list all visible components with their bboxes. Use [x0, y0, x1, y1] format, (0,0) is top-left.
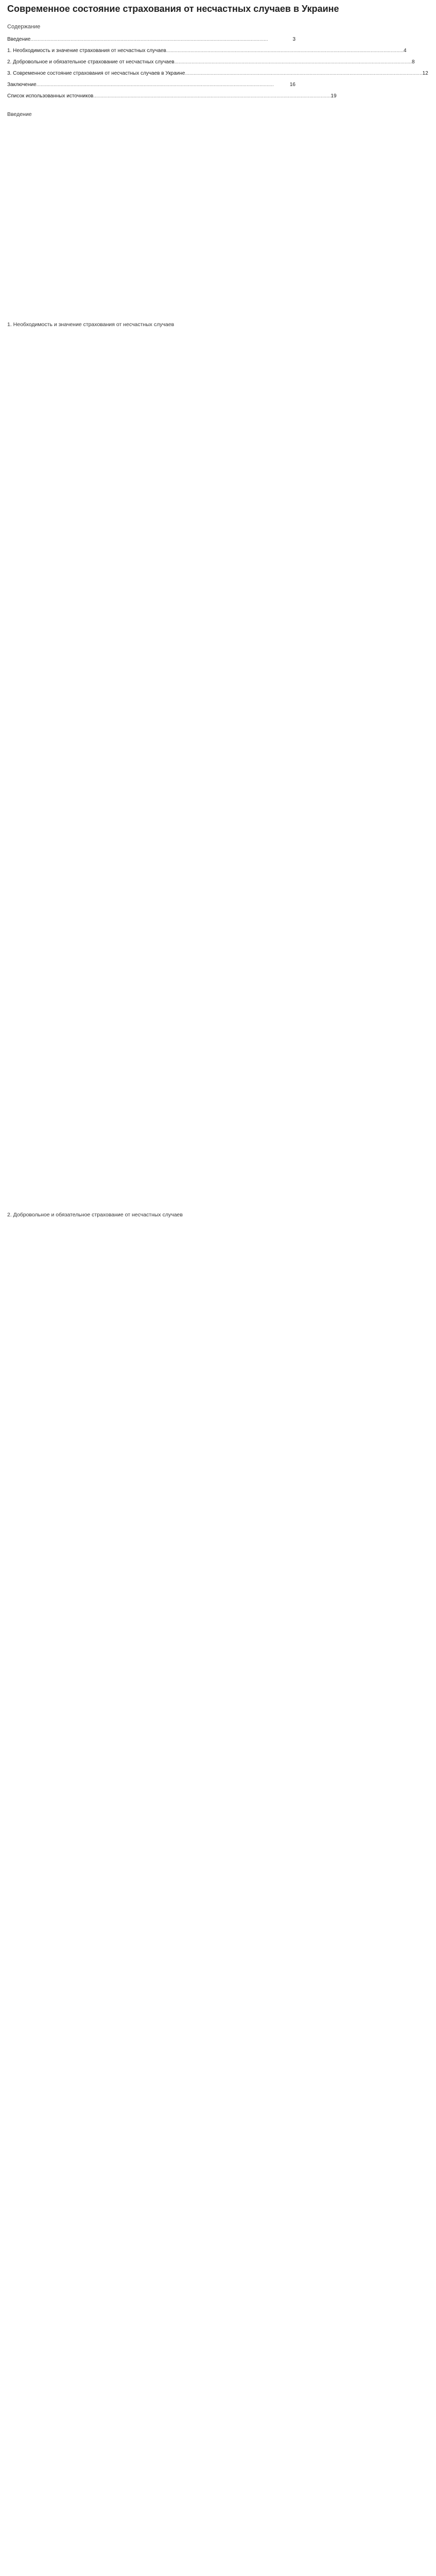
document-title: Современное состояние страхования от несчастных случаев в Украине — [7, 4, 339, 14]
toc-item-page: 4 — [403, 48, 407, 54]
intro-body — [7, 121, 429, 182]
toc-leader: ...................................................................................................................................................................... — [30, 37, 268, 42]
toc-item[interactable] — [7, 68, 428, 79]
contents-label: Содержание — [7, 24, 41, 30]
toc-item-page: 19 — [330, 93, 337, 99]
toc-item-text: 2. Добровольное и обязательное страхование от несчастных случаев — [7, 59, 175, 65]
toc-item-text: Заключение — [7, 82, 37, 88]
toc-item[interactable] — [7, 91, 337, 102]
section-2-body — [7, 1221, 429, 2045]
toc-leader: ...................................................................................................................................................................... — [174, 59, 412, 65]
toc-item-page: 3 — [292, 37, 295, 42]
toc-item-text: 1. Необходимость и значение страхования от несчастных случаев — [7, 48, 166, 54]
toc-item[interactable] — [7, 79, 295, 91]
toc-item-page: 12 — [422, 71, 428, 76]
toc-leader: ...................................................................................................................................................................... — [93, 93, 331, 99]
section-heading-1: 1. Необходимость и значение страхования от несчастных случаев — [7, 321, 175, 328]
toc-item[interactable] — [7, 45, 407, 57]
section-heading-2: 2. Добровольное и обязательное страхование от несчастных случаев — [7, 1212, 183, 1218]
toc-item[interactable] — [7, 34, 295, 45]
toc-item-page: 16 — [289, 82, 295, 88]
toc-item[interactable] — [7, 57, 415, 68]
table-of-contents — [7, 34, 428, 102]
toc-leader: ...................................................................................................................................................................... — [36, 82, 274, 88]
section-1-body — [7, 331, 429, 1207]
toc-item-text: Список использованных источников — [7, 93, 94, 99]
toc-leader: ...................................................................................................................................................................... — [166, 48, 404, 54]
section-heading-intro: Введение — [7, 111, 32, 117]
toc-item-text: Введение — [7, 37, 31, 42]
toc-item-text: 3. Современное состояние страхования от несчастных случаев в Украине — [7, 71, 185, 76]
toc-leader: ...................................................................................................................................................................... — [185, 71, 423, 76]
toc-item-page: 8 — [411, 59, 415, 65]
intro-body — [7, 188, 429, 249]
intro-body — [7, 255, 429, 316]
